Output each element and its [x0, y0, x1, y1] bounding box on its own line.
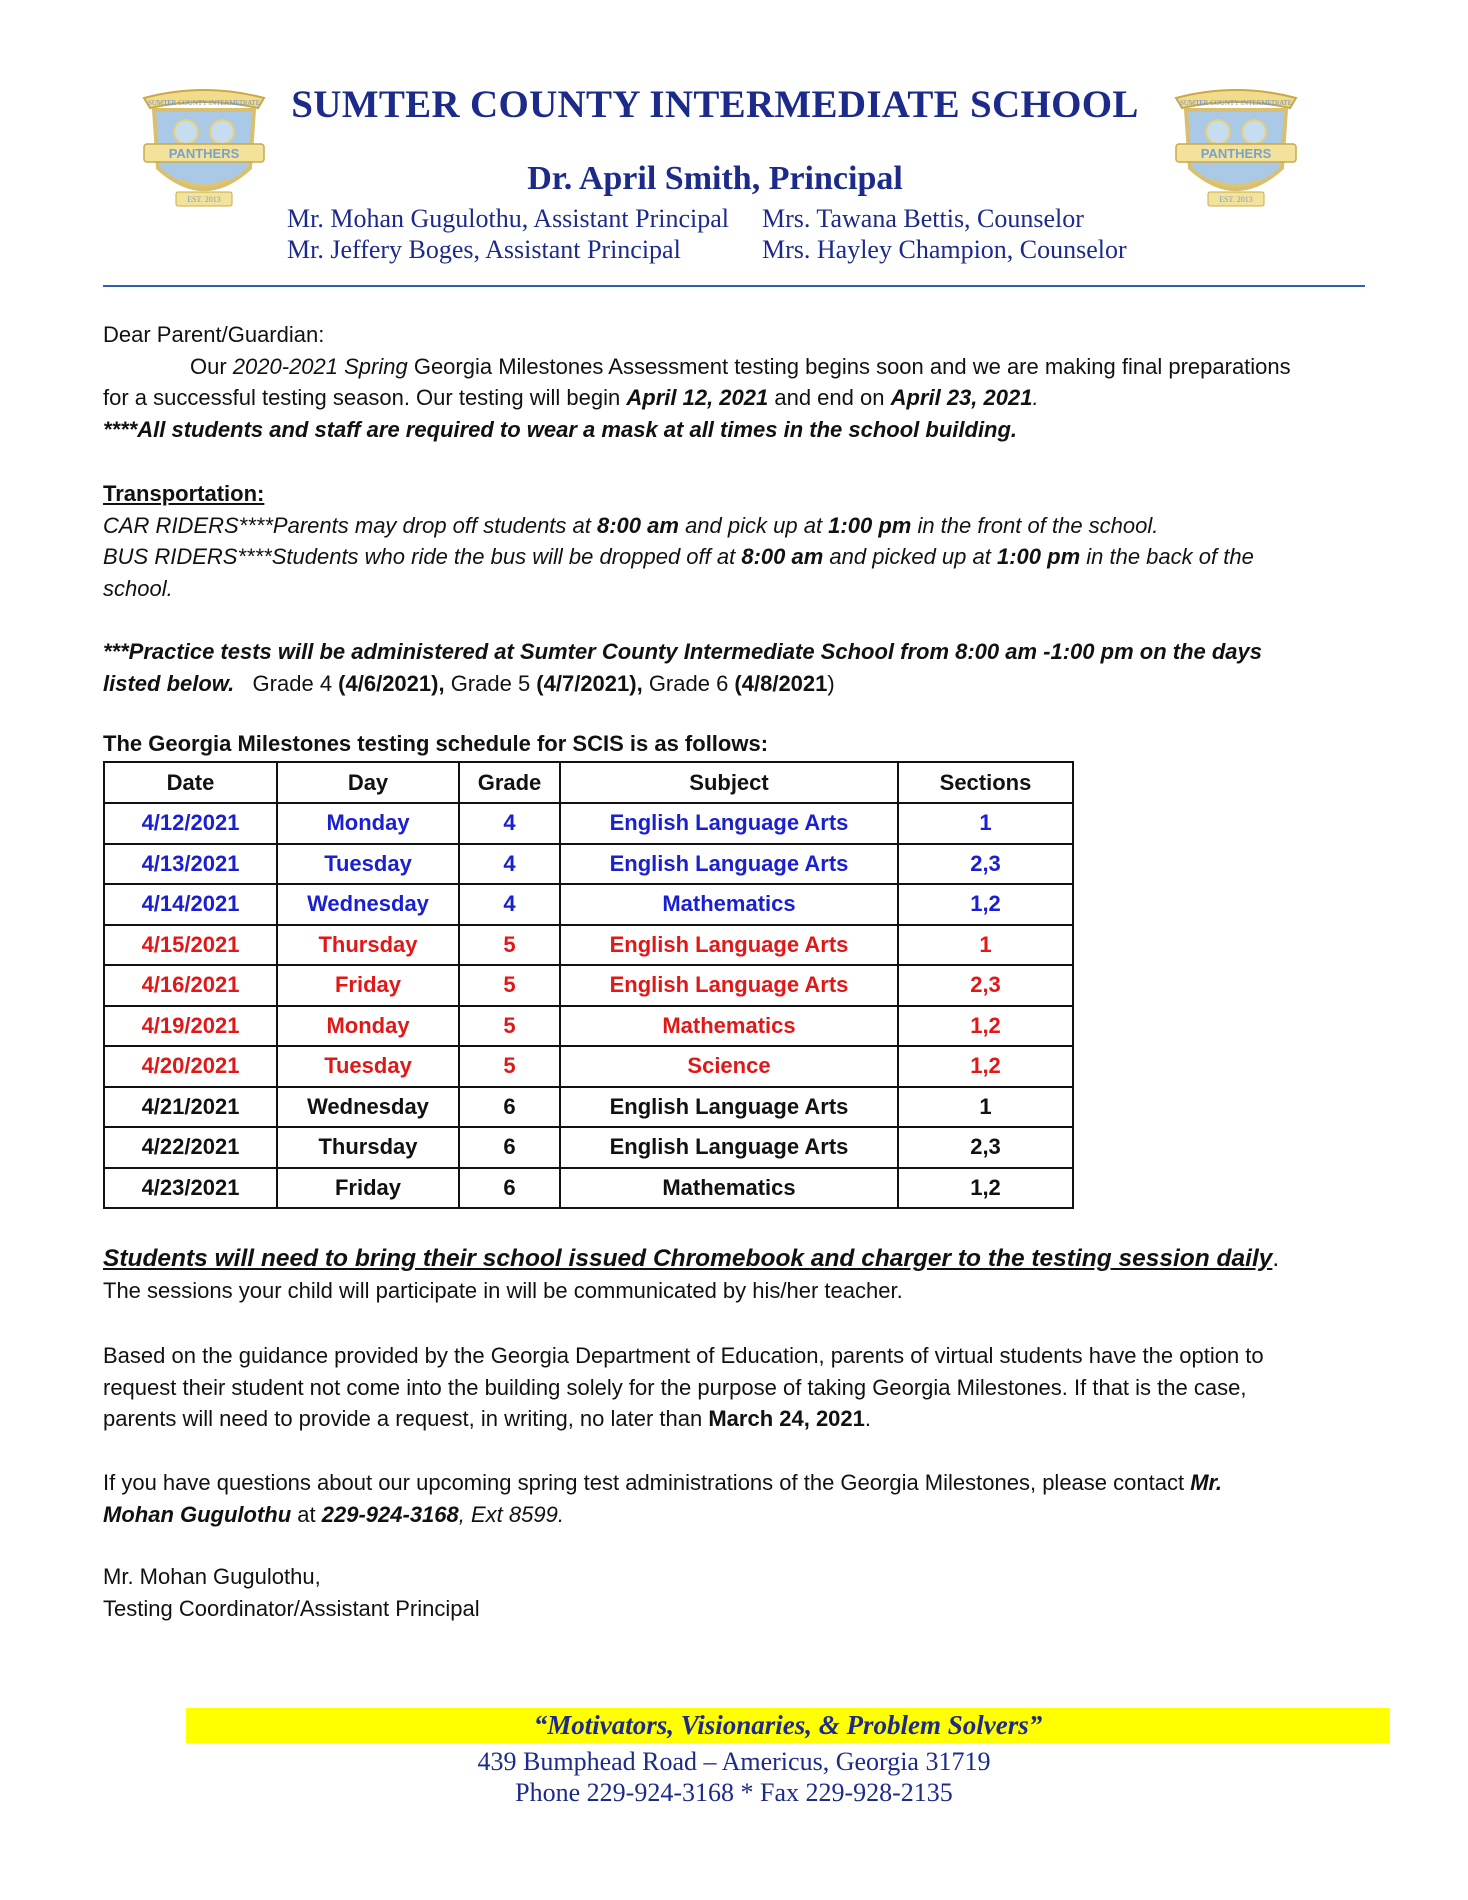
cell-subject: English Language Arts	[560, 803, 898, 844]
bus-dropoff-time: 8:00 am	[741, 544, 824, 569]
logo-left-top-text: SUMTER COUNTY INTERMEDIATE	[147, 99, 261, 107]
chromebook-period: .	[1272, 1245, 1280, 1272]
car-dropoff-time: 8:00 am	[597, 512, 679, 538]
practice-text: listed below.	[103, 670, 235, 696]
bus-text-1: BUS RIDERS****Students who ride the bus will be dropped off at	[103, 544, 742, 569]
bus-text-3: in the back of the	[1080, 544, 1254, 569]
cell-subject: English Language Arts	[560, 965, 898, 1006]
contact-line-1	[103, 1467, 1393, 1499]
virtual-period: .	[864, 1406, 872, 1431]
cell-date: 4/14/2021	[104, 884, 277, 925]
cell-subject: Mathematics	[560, 1168, 898, 1209]
test-end-date: April 23, 2021	[890, 385, 1033, 410]
cell-sections: 1,2	[898, 884, 1073, 925]
cell-subject: Science	[560, 1046, 898, 1087]
logo-right-top-text: SUMTER COUNTY INTERMEDIATE	[1179, 99, 1293, 107]
signature-name: Mr. Mohan Gugulothu,	[103, 1564, 321, 1589]
virtual-students-section	[103, 1340, 1393, 1435]
table-row	[104, 1127, 1073, 1168]
cell-day: Wednesday	[277, 1087, 459, 1128]
signature-title: Testing Coordinator/Assistant Principal	[103, 1595, 480, 1621]
school-name-heading: SUMTER COUNTY INTERMEDIATE SCHOOL	[291, 83, 1139, 126]
table-row	[104, 1006, 1073, 1047]
cell-sections: 1,2	[898, 1046, 1073, 1087]
table-row	[104, 965, 1073, 1006]
practice-tests-section	[103, 636, 1393, 699]
intro-text-3: and end on	[768, 385, 891, 410]
table-row	[104, 803, 1073, 844]
principal-heading: Dr. April Smith, Principal	[527, 160, 903, 197]
cell-day: Thursday	[277, 925, 459, 966]
cell-sections: 1,2	[898, 1006, 1073, 1047]
footer-phone-fax: Phone 229-924-3168 * Fax 229-928-2135	[515, 1778, 953, 1807]
virtual-line-2: request their student not come into the building solely for the purpose of taking Georgia Milestones. If that is the case,	[103, 1374, 1247, 1400]
contact-at: at	[291, 1501, 322, 1527]
table-row	[104, 844, 1073, 885]
staff-assistant-principal-1: Mr. Mohan Gugulothu, Assistant Principal	[287, 204, 729, 233]
car-pickup-time: 1:00 pm	[828, 512, 912, 538]
bus-pickup-time: 1:00 pm	[996, 544, 1081, 569]
cell-grade: 4	[459, 844, 560, 885]
table-row	[104, 1168, 1073, 1209]
car-text-2: and pick up at	[678, 512, 829, 538]
contact-section	[103, 1467, 1393, 1530]
virtual-line-1: Based on the guidance provided by the Georgia Department of Education, parents of virtual students have the option to	[103, 1343, 1264, 1368]
signature-section	[103, 1561, 1393, 1624]
bus-text-2: and picked up at	[823, 544, 997, 569]
cell-sections: 2,3	[898, 965, 1073, 1006]
intro-text-2: for a successful testing season. Our testing will begin	[103, 385, 627, 410]
cell-day: Thursday	[277, 1127, 459, 1168]
contact-extension: , Ext 8599.	[458, 1501, 564, 1527]
practice-grade4-date: (4/6/2021),	[338, 670, 445, 696]
cell-grade: 4	[459, 803, 560, 844]
cell-date: 4/21/2021	[104, 1087, 277, 1128]
cell-subject: English Language Arts	[560, 1087, 898, 1128]
footer-motto: “Motivators, Visionaries, & Problem Solvers”	[186, 1708, 1390, 1743]
practice-grade5-date: (4/7/2021),	[536, 670, 643, 696]
cell-sections: 1	[898, 803, 1073, 844]
cell-grade: 6	[459, 1127, 560, 1168]
cell-day: Tuesday	[277, 844, 459, 885]
header-date: Date	[104, 762, 277, 803]
cell-date: 4/16/2021	[104, 965, 277, 1006]
cell-day: Monday	[277, 803, 459, 844]
cell-day: Monday	[277, 1006, 459, 1047]
bus-riders-line-2: school.	[103, 575, 173, 601]
virtual-text: parents will need to provide a request, in writing, no later than	[103, 1406, 709, 1431]
cell-day: Friday	[277, 965, 459, 1006]
sessions-note: The sessions your child will participate in will be communicated by his/her teacher.	[103, 1277, 903, 1303]
cell-sections: 2,3	[898, 844, 1073, 885]
practice-grade6-label: Grade 6	[642, 670, 735, 696]
cell-date: 4/15/2021	[104, 925, 277, 966]
cell-subject: English Language Arts	[560, 844, 898, 885]
cell-grade: 4	[459, 884, 560, 925]
staff-counselor-1: Mrs. Tawana Bettis, Counselor	[762, 204, 1084, 233]
practice-grade5-label: Grade 5	[444, 670, 537, 696]
car-text-1: CAR RIDERS****Parents may drop off students at	[103, 512, 597, 538]
logo-right-banner-text: PANTHERS	[1200, 146, 1272, 161]
intro-text: Our	[190, 353, 233, 379]
car-text-3: in the front of the school.	[911, 512, 1159, 538]
table-row	[104, 1046, 1073, 1087]
intro-section	[103, 319, 1393, 445]
cell-date: 4/12/2021	[104, 803, 277, 844]
staff-list-right	[762, 203, 1127, 265]
bus-riders-line	[103, 541, 1393, 573]
cell-day: Tuesday	[277, 1046, 459, 1087]
intro-term: 2020-2021 Spring	[232, 353, 408, 379]
staff-assistant-principal-2: Mr. Jeffery Boges, Assistant Principal	[287, 235, 681, 264]
header-divider	[103, 285, 1365, 287]
chromebook-note: Students will need to bring their school issued Chromebook and charger to the testing session daily	[103, 1245, 1273, 1272]
cell-date: 4/22/2021	[104, 1127, 277, 1168]
contact-line-2	[103, 1499, 1393, 1531]
cell-subject: Mathematics	[560, 884, 898, 925]
practice-grade6-date: (4/8/2021	[734, 670, 828, 696]
testing-schedule-table	[103, 761, 1074, 1209]
chromebook-line	[103, 1243, 1393, 1275]
greeting: Dear Parent/Guardian:	[103, 322, 325, 347]
cell-sections: 1,2	[898, 1168, 1073, 1209]
cell-sections: 2,3	[898, 1127, 1073, 1168]
cell-grade: 5	[459, 1006, 560, 1047]
car-riders-line	[103, 510, 1393, 542]
cell-grade: 6	[459, 1087, 560, 1128]
cell-day: Wednesday	[277, 884, 459, 925]
logo-left-bottom-text: EST. 2013	[187, 195, 221, 204]
intro-text-cont: Georgia Milestones Assessment testing begins soon and we are making final preparations	[407, 353, 1291, 379]
table-row	[104, 1087, 1073, 1128]
cell-date: 4/13/2021	[104, 844, 277, 885]
logo-right-bottom-text: EST. 2013	[1219, 195, 1253, 204]
header-grade: Grade	[459, 762, 560, 803]
chromebook-section	[103, 1243, 1393, 1306]
header-sections: Sections	[898, 762, 1073, 803]
cell-sections: 1	[898, 1087, 1073, 1128]
logo-left-banner-text: PANTHERS	[168, 146, 240, 161]
contact-title: Mr.	[1190, 1470, 1222, 1495]
staff-counselor-2: Mrs. Hayley Champion, Counselor	[762, 235, 1127, 264]
cell-grade: 5	[459, 1046, 560, 1087]
cell-day: Friday	[277, 1168, 459, 1209]
header-day: Day	[277, 762, 459, 803]
virtual-deadline: March 24, 2021	[708, 1406, 865, 1431]
practice-grade4-label: Grade 4	[234, 670, 339, 696]
header-subject: Subject	[560, 762, 898, 803]
virtual-line-3	[103, 1403, 1393, 1435]
contact-text: If you have questions about our upcoming spring test administrations of the Georgia Milestones, please contact	[103, 1470, 1191, 1495]
staff-list-left	[287, 203, 729, 265]
cell-subject: English Language Arts	[560, 925, 898, 966]
table-row	[104, 884, 1073, 925]
contact-name: Mohan Gugulothu	[103, 1501, 292, 1527]
test-start-date: April 12, 2021	[626, 385, 769, 410]
practice-close-paren: )	[827, 670, 835, 696]
cell-subject: English Language Arts	[560, 1127, 898, 1168]
cell-date: 4/23/2021	[104, 1168, 277, 1209]
practice-tests-line-2	[103, 668, 1393, 700]
contact-phone: 229-924-3168	[321, 1501, 459, 1527]
cell-grade: 6	[459, 1168, 560, 1209]
cell-date: 4/20/2021	[104, 1046, 277, 1087]
intro-line-2	[103, 382, 1393, 414]
practice-tests-line-1: ***Practice tests will be administered at Sumter County Intermediate School from 8:00 am -1:00 pm on the days	[103, 639, 1262, 664]
schedule-heading: The Georgia Milestones testing schedule for SCIS is as follows:	[103, 731, 769, 756]
mask-requirement-note: ****All students and staff are required to wear a mask at all times in the school building.	[103, 416, 1018, 442]
intro-line-1	[103, 351, 1393, 383]
cell-sections: 1	[898, 925, 1073, 966]
cell-subject: Mathematics	[560, 1006, 898, 1047]
footer-address: 439 Bumphead Road – Americus, Georgia 31719	[477, 1747, 991, 1776]
transportation-section	[103, 478, 1393, 604]
intro-period: .	[1032, 385, 1039, 410]
table-header-row	[104, 762, 1073, 803]
cell-grade: 5	[459, 965, 560, 1006]
cell-grade: 5	[459, 925, 560, 966]
table-row	[104, 925, 1073, 966]
cell-date: 4/19/2021	[104, 1006, 277, 1047]
transportation-heading: Transportation:	[103, 481, 265, 506]
